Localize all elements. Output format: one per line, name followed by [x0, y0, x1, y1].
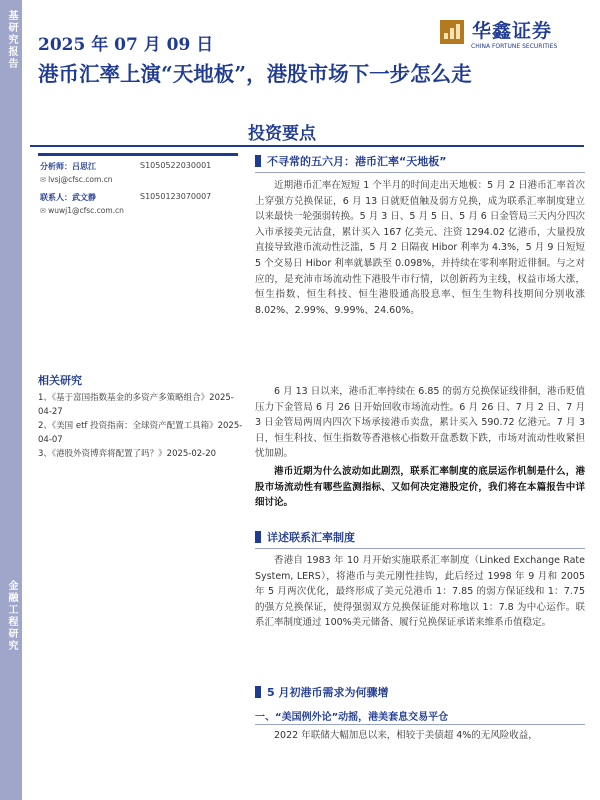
section-marker	[255, 155, 261, 167]
analyst-id: S1050123070007	[140, 192, 212, 201]
section-heading-text: 详述联系汇率制度	[267, 531, 355, 544]
analyst-row	[38, 161, 238, 175]
analyst-name: 分析师：吕思江	[40, 162, 96, 171]
related-research	[38, 372, 243, 463]
analyst-name: 联系人：武文静	[40, 193, 96, 202]
paragraph: 香港自 1983 年 10 月开始实施联系汇率制度（Linked Exchange Rate System, LERS），将港币与美元刚性挂钩，此后经过 1998 年 9 月和 2005 年 5 月两次优化，最终形成了美元兑港币 1：7.85 的弱方保证线和 1：7.75 的强方兑换保证，使得强弱双方兑换保证能对称地以 1：7.8 为中心运作。联系汇率制度通过 100%美元储备、履行兑换保证承诺来维系币值稳定。	[255, 555, 585, 629]
paragraph: 2022 年联储大幅加息以来，相较于美债超 4%的无风险收益，	[274, 730, 538, 741]
title-divider	[30, 145, 584, 147]
related-item[interactable]: 1、《基于富国指数基金的多资产多策略组合》2025-04-27	[38, 393, 234, 417]
company-logo	[440, 16, 590, 56]
paragraph: 6 月 13 日以来，港币汇率持续在 6.85 的弱方兑换保证线徘徊，港币贬值压力下金管局 6 月 26 日开始回收市场流动性。6 月 26 日、7 月 2 日、7 月 3 日金管局两周内四次下场承接港币卖盘，累计买入 590.72 亿港元。7 月 3 日，恒生科技、恒生指数等香港核心指数开盘悉数下跌，市场对流动性收紧担忧加剧。	[255, 386, 585, 460]
related-item[interactable]: 3、《港股外资博弈将配置了吗？》2025-02-20	[38, 449, 217, 459]
logo-english: CHINA FORTUNE SECURITIES	[471, 43, 558, 50]
analyst-email[interactable]: ✉ wuwj1@cfsc.com.cn	[38, 206, 238, 218]
paragraph: 港币近期为什么波动如此剧烈，联系汇率制度的底层运作机制是什么，港股市场流动性有哪些监测指标、又如何决定港股定价，我们将在本篇报告中详细讨论。	[255, 466, 585, 509]
section-marker	[255, 531, 261, 543]
related-research-title: 相关研究	[38, 374, 82, 387]
section-heading-text: 5 月初港币需求为何骤增	[267, 686, 389, 699]
section-rule	[255, 548, 585, 549]
page-title: 港币汇率上演“天地板”，港股市场下一步怎么走	[38, 62, 472, 86]
sidebar-top-label: 基研究报告	[6, 10, 17, 70]
analyst-block	[38, 153, 238, 218]
analyst-row	[38, 192, 238, 206]
sidebar-bottom-label: 金融工程研究	[6, 580, 17, 652]
analyst-id: S1050522030001	[140, 161, 212, 170]
analyst-email[interactable]: ✉ lvsj@cfsc.com.cn	[38, 175, 238, 187]
logo-name: 华鑫证券	[472, 20, 553, 42]
section-marker	[255, 686, 261, 698]
section-heading	[255, 528, 585, 546]
paragraph: 近期港币汇率在短短 1 个半月的时间走出天地板：5 月 2 日港币汇率首次上穿强方兑换保证，6 月 13 日就贬值触及弱方兑换，成为联系汇率制度建立以来最快一轮强弱转换。5 月 3 日、5 月 5 日、5 月 6 日金管局三天内分四次入市承接美元沽盘，累计买入 167 亿美元、注资 1294.02 亿港币，大量投放直接导致港币流动性泛滥，5 月 2 日隔夜 Hibor 利率为 4.3%，5 月 9 日短短 5 个交易日 Hibor 利率就暴跌至 0.098%，并持续在零利率附近徘徊。与之对应的，是充沛市场流动性下港股牛市行情，以创新药为主线，权益市场大涨，恒生指数、恒生科技、恒生港股通高股息率、恒生生物科技期间分别收涨 8.02%、2.99%、9.99%、24.60%。	[255, 180, 585, 316]
key-points-heading: 投资要点	[248, 124, 316, 144]
section-rule	[255, 172, 585, 173]
subsection-heading: 一、“美国例外论”动摇，港美套息交易平仓	[255, 712, 449, 723]
related-item[interactable]: 2、《美国 etf 投资指南：全球资产配置工具箱》2025-04-07	[38, 421, 243, 445]
section-heading-text: 不寻常的五六月：港币汇率“天地板”	[267, 155, 447, 168]
logo-icon	[440, 20, 464, 44]
sidebar	[0, 0, 22, 800]
section-rule	[255, 724, 585, 725]
section-heading	[255, 152, 585, 170]
report-date: 2025 年 07 月 09 日	[38, 35, 214, 55]
section-heading	[255, 683, 585, 701]
